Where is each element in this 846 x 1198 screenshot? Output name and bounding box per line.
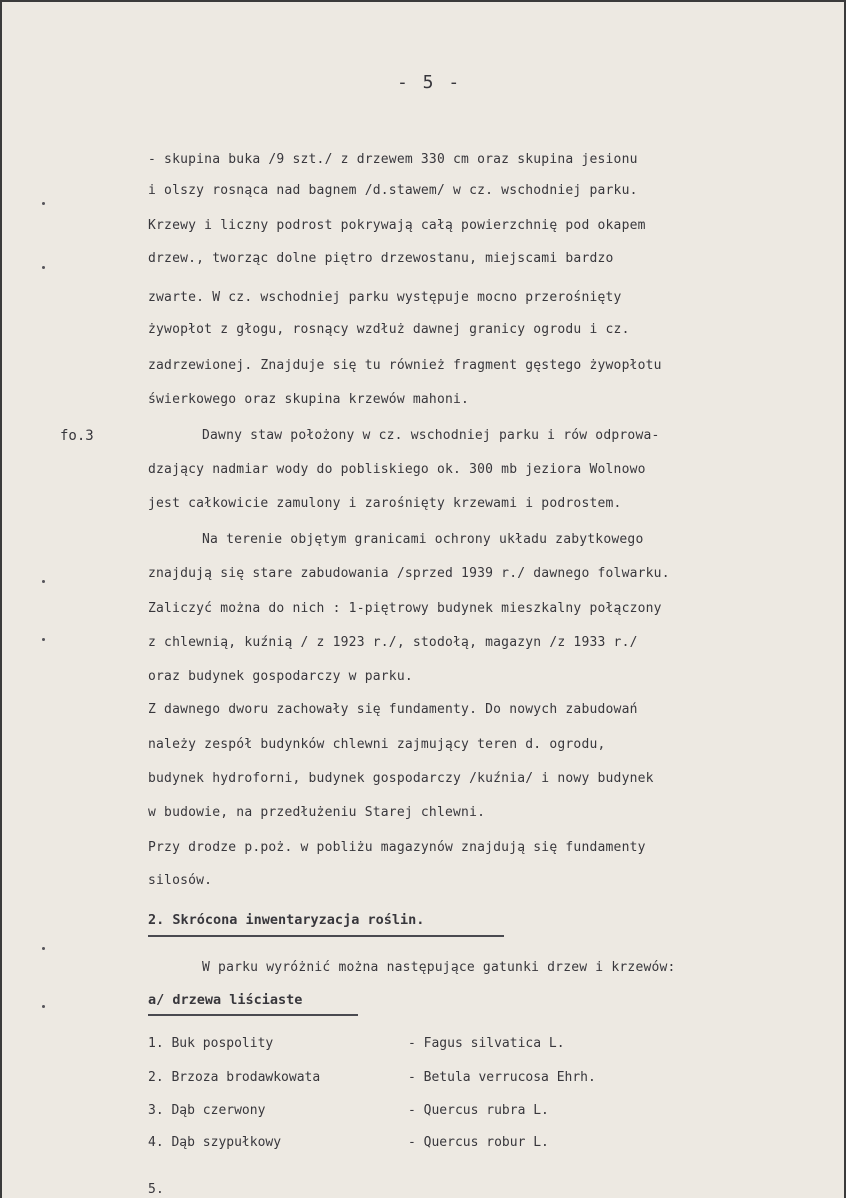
margin-dot [42, 202, 45, 205]
margin-dot [42, 1005, 45, 1008]
text-line: dzający nadmiar wody do pobliskiego ok. 300 mb jeziora Wolnowo [148, 462, 646, 477]
text-line: Z dawnego dworu zachowały się fundamenty. Do nowych zabudowań [148, 702, 638, 717]
text-line: i olszy rosnąca nad bagnem /d.stawem/ w cz. wschodniej parku. [148, 183, 638, 198]
text-line: znajdują się stare zabudowania /sprzed 1939 r./ dawnego folwarku. [148, 566, 670, 581]
text-line: z chlewnią, kuźnią / z 1923 r./, stodołą, magazyn /z 1933 r./ [148, 635, 638, 650]
text-line: Zaliczyć można do nich : 1-piętrowy budynek mieszkalny połączony [148, 601, 662, 616]
text-line: należy zespół budynków chlewni zajmujący teren d. ogrodu, [148, 737, 606, 752]
species-latin-name: - Quercus rubra L. [408, 1103, 549, 1118]
species-polish-name: 4. Dąb szypułkowy [148, 1135, 282, 1150]
page-number: - 5 - [397, 72, 462, 93]
text-line: świerkowego oraz skupina krzewów mahoni. [148, 392, 470, 407]
margin-dot [42, 266, 45, 269]
text-line: w budowie, na przedłużeniu Starej chlewni. [148, 805, 486, 820]
text-line: zwarte. W cz. wschodniej parku występuje mocno przerośnięty [148, 290, 622, 305]
text-line: zadrzewionej. Znajduje się tu również fragment gęstego żywopłotu [148, 358, 662, 373]
text-line: - skupina buka /9 szt./ z drzewem 330 cm oraz skupina jesionu [148, 152, 638, 167]
species-latin-name: - Betula verrucosa Ehrh. [408, 1070, 596, 1085]
margin-note: fo.3 [60, 428, 94, 444]
subheading: a/ drzewa liściaste [148, 992, 303, 1008]
species-latin-name: - Fagus silvatica L. [408, 1036, 565, 1051]
subheading-underline [148, 1014, 358, 1016]
section-heading: 2. Skrócona inwentaryzacja roślin. [148, 912, 425, 928]
species-polish-name: 2. Brzoza brodawkowata [148, 1070, 321, 1085]
intro-line: W parku wyróżnić można następujące gatunki drzew i krzewów: [202, 960, 676, 975]
species-polish-name: 1. Buk pospolity [148, 1036, 274, 1051]
margin-dot [42, 638, 45, 641]
species-latin-name: - Quercus robur L. [408, 1135, 549, 1150]
margin-dot [42, 947, 45, 950]
text-line: jest całkowicie zamulony i zarośnięty krzewami i podrostem. [148, 496, 622, 511]
section-heading-underline [148, 935, 504, 937]
species-polish-name: 3. Dąb czerwony [148, 1103, 266, 1118]
text-line: drzew., tworząc dolne piętro drzewostanu, miejscami bardzo [148, 251, 614, 266]
text-line: Krzewy i liczny podrost pokrywają całą powierzchnię pod okapem [148, 218, 646, 233]
text-line: Dawny staw położony w cz. wschodniej parku i rów odprowa- [202, 428, 660, 443]
text-line: Przy drodze p.poż. w pobliżu magazynów znajdują się fundamenty [148, 840, 646, 855]
text-line: silosów. [148, 873, 213, 888]
text-line: żywopłot z głogu, rosnący wzdłuż dawnej granicy ogrodu i cz. [148, 322, 630, 337]
text-line: Na terenie objętym granicami ochrony układu zabytkowego [202, 532, 644, 547]
trailing-number: 5. [148, 1182, 165, 1197]
text-line: oraz budynek gospodarczy w parku. [148, 669, 413, 684]
margin-dot [42, 580, 45, 583]
text-line: budynek hydroforni, budynek gospodarczy /kuźnia/ i nowy budynek [148, 771, 654, 786]
